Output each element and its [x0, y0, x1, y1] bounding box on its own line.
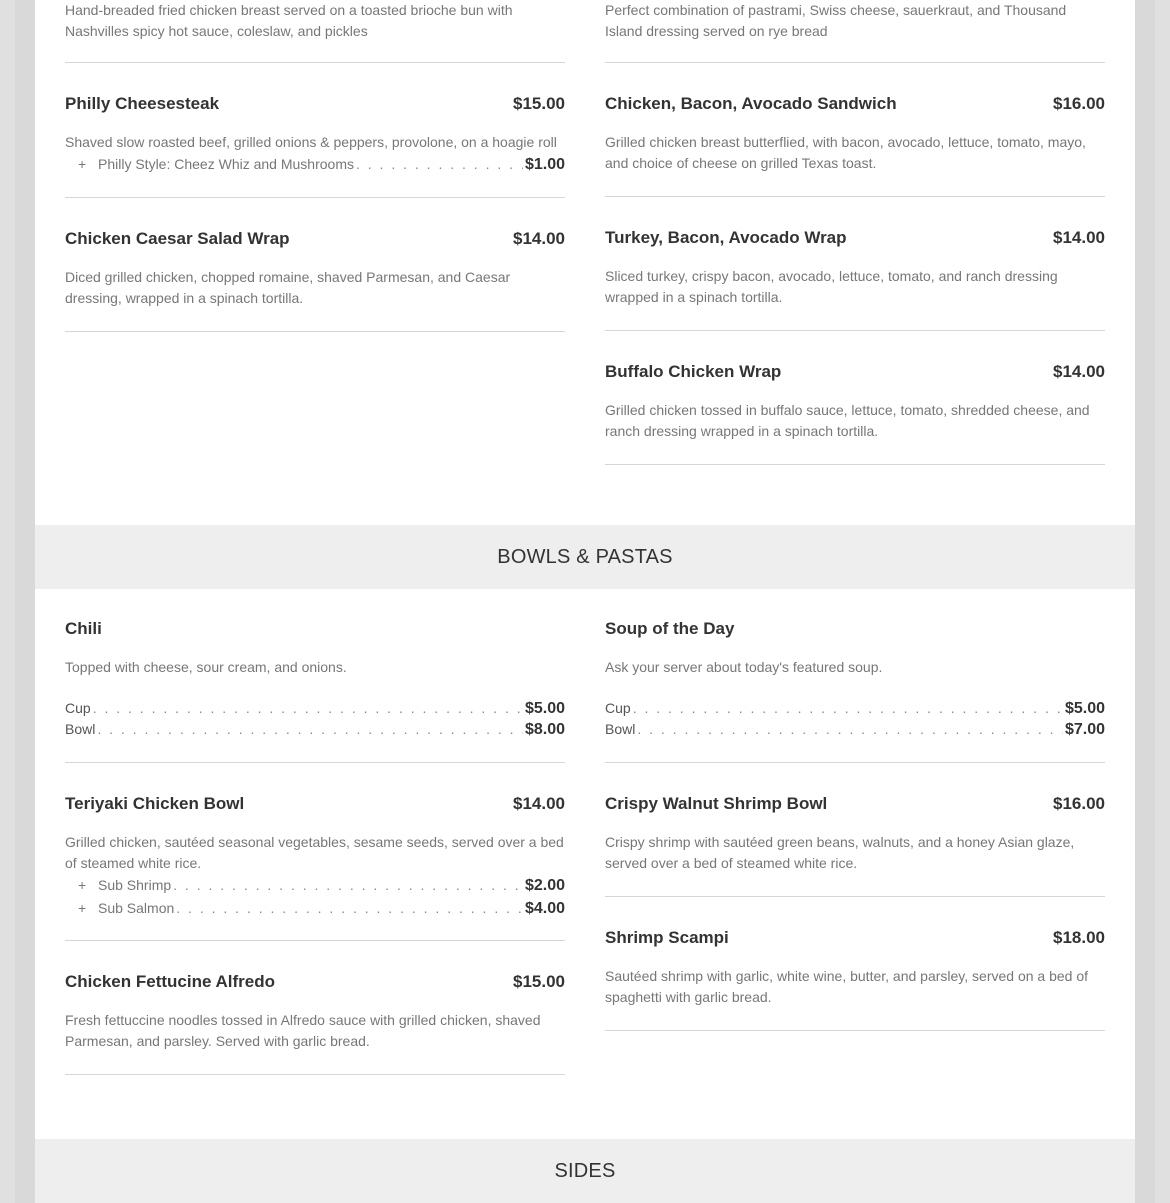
divider [65, 331, 565, 332]
item-price: $14.00 [513, 794, 565, 813]
item-price: $14.00 [1053, 362, 1105, 381]
menu-item-crispy-walnut-shrimp-bowl[interactable] [605, 794, 1105, 874]
size-row [65, 719, 565, 740]
section-header-bowls-pastas [35, 525, 1135, 589]
item-description: Grilled chicken, sautéed seasonal vegetables, sesame seeds, served over a bed of steamed white rice. [65, 834, 564, 871]
divider [65, 197, 565, 198]
section-title: SIDES [554, 1159, 616, 1182]
dot-leader [633, 698, 1063, 719]
item-name: Chicken Fettucine Alfredo [65, 972, 276, 991]
menu-item-chicken-fettucine-alfredo[interactable] [65, 972, 565, 1052]
divider [605, 464, 1105, 465]
section-title: BOWLS & PASTAS [497, 545, 673, 568]
size-row [605, 698, 1105, 719]
divider [605, 62, 1105, 63]
item-name: Turkey, Bacon, Avocado Wrap [605, 228, 847, 247]
size-label: Cup [65, 700, 91, 716]
item-description: Ask your server about today's featured soup. [605, 659, 883, 675]
item-name: Soup of the Day [605, 619, 735, 638]
menu-item [65, 0, 565, 42]
size-label: Bowl [65, 721, 96, 737]
item-name: Shrimp Scampi [605, 928, 729, 947]
menu-item-chicken-bacon-avocado-sandwich[interactable] [605, 94, 1105, 174]
item-price: $15.00 [513, 972, 565, 991]
item-name: Philly Cheesesteak [65, 94, 220, 113]
size-price: $5.00 [524, 700, 565, 717]
item-name: Crispy Walnut Shrimp Bowl [605, 794, 828, 813]
item-description: Diced grilled chicken, chopped romaine, shaved Parmesan, and Caesar dressing, wrapped in a spinach tortilla. [65, 269, 511, 306]
addon-label: Philly Style: Cheez Whiz and Mushrooms [98, 156, 354, 172]
menu-page [35, 0, 1135, 1203]
plus-icon: + [78, 877, 87, 893]
item-description: Sliced turkey, crispy bacon, avocado, lettuce, tomato, and ranch dressing wrapped in a spinach tortilla. [605, 268, 1058, 305]
size-price: $7.00 [1064, 721, 1105, 738]
addon-price: $1.00 [524, 156, 565, 173]
divider [605, 1030, 1105, 1031]
plus-icon: + [78, 156, 87, 172]
menu-item-philly-cheesesteak[interactable] [65, 94, 565, 176]
addon-price: $2.00 [524, 877, 565, 894]
addon-label: Sub Salmon [98, 900, 175, 916]
item-price: $16.00 [1053, 794, 1105, 813]
section-header-sides [35, 1139, 1135, 1203]
dot-leader [176, 897, 523, 919]
item-description: Grilled chicken tossed in buffalo sauce, lettuce, tomato, shredded cheese, and ranch dressing wrapped in a spinach tortilla. [605, 402, 1090, 439]
divider [605, 762, 1105, 763]
menu-item-soup-of-the-day[interactable] [605, 619, 1105, 740]
item-description: Perfect combination of pastrami, Swiss cheese, sauerkraut, and Thousand Island dressing served on rye bread [605, 2, 1067, 39]
divider [65, 762, 565, 763]
dot-leader [97, 719, 523, 740]
item-price: $18.00 [1053, 928, 1105, 947]
divider [605, 896, 1105, 897]
addon-row [65, 897, 565, 920]
item-description: Hand-breaded fried chicken breast served on a toasted brioche bun with Nashvilles spicy hot sauce, coleslaw, and pickles [65, 2, 513, 39]
item-name: Teriyaki Chicken Bowl [65, 794, 245, 813]
item-name: Chicken, Bacon, Avocado Sandwich [605, 94, 897, 113]
menu-item [605, 0, 1105, 42]
item-price: $14.00 [1053, 228, 1105, 247]
divider [65, 62, 565, 63]
item-price: $16.00 [1053, 94, 1105, 113]
dot-leader [173, 874, 523, 896]
size-label: Cup [605, 700, 631, 716]
dot-leader [637, 719, 1063, 740]
item-name: Chicken Caesar Salad Wrap [65, 229, 290, 248]
size-label: Bowl [605, 721, 636, 737]
item-description: Sautéed shrimp with garlic, white wine, butter, and parsley, served on a bed of spaghetti with garlic bread. [605, 968, 1089, 1005]
item-description: Crispy shrimp with sautéed green beans, walnuts, and a honey Asian glaze, served over a bed of steamed white rice. [605, 834, 1075, 871]
addon-row [65, 874, 565, 897]
divider [65, 1074, 565, 1075]
size-price: $5.00 [1064, 700, 1105, 717]
item-name: Chili [65, 619, 102, 638]
menu-item-buffalo-chicken-wrap[interactable] [605, 362, 1105, 442]
item-description: Grilled chicken breast butterflied, with bacon, avocado, lettuce, tomato, mayo, and choice of cheese on grilled Texas toast. [605, 134, 1086, 171]
addon-price: $4.00 [524, 900, 565, 917]
item-name: Buffalo Chicken Wrap [605, 362, 782, 381]
item-price: $14.00 [513, 229, 565, 248]
item-description: Shaved slow roasted beef, grilled onions & peppers, provolone, on a hoagie roll [65, 134, 557, 150]
item-description: Fresh fettuccine noodles tossed in Alfredo sauce with grilled chicken, shaved Parmesan, and parsley. Served with garlic bread. [65, 1012, 541, 1049]
item-description: Topped with cheese, sour cream, and onions. [65, 659, 347, 675]
divider [605, 330, 1105, 331]
item-price: $15.00 [513, 94, 565, 113]
menu-item-chicken-caesar-salad-wrap[interactable] [65, 229, 565, 309]
size-price: $8.00 [524, 721, 565, 738]
size-row [65, 698, 565, 719]
divider [605, 196, 1105, 197]
divider [65, 940, 565, 941]
size-row [605, 719, 1105, 740]
menu-item-chili[interactable] [65, 619, 565, 740]
menu-item-teriyaki-chicken-bowl[interactable] [65, 794, 565, 920]
menu-item-shrimp-scampi[interactable] [605, 928, 1105, 1008]
addon-row [65, 153, 565, 176]
dot-leader [356, 153, 523, 175]
dot-leader [93, 698, 523, 719]
menu-item-turkey-bacon-avocado-wrap[interactable] [605, 228, 1105, 308]
plus-icon: + [78, 900, 87, 916]
addon-label: Sub Shrimp [98, 877, 172, 893]
